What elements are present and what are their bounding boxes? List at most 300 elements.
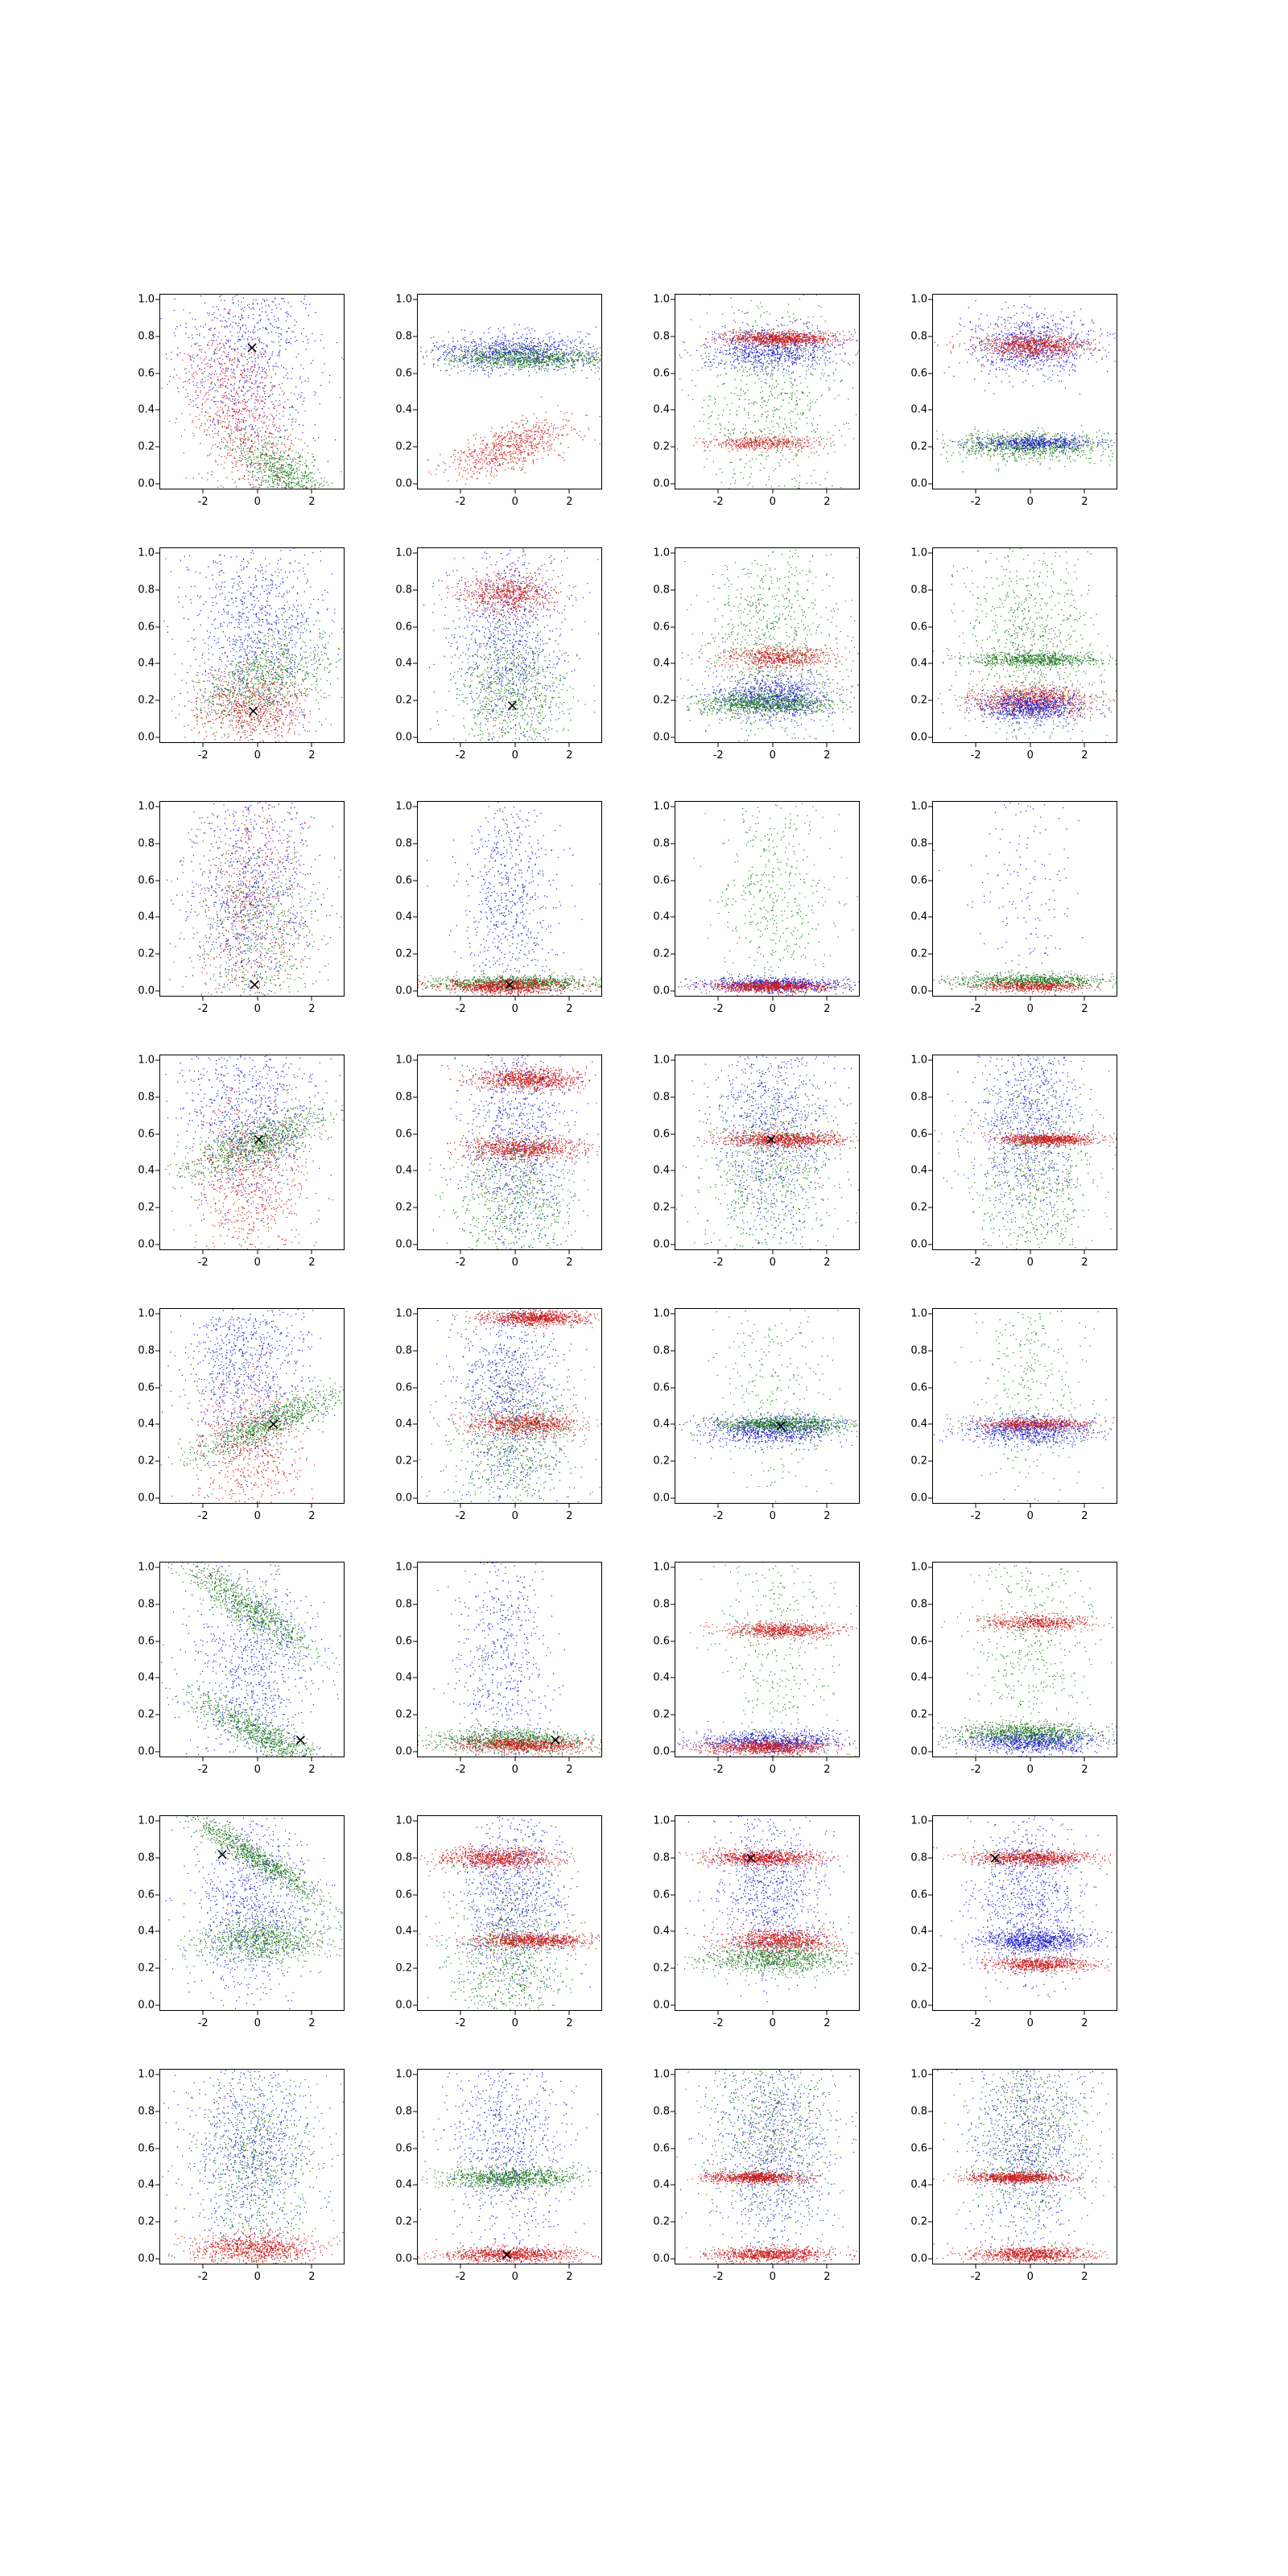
x-tick-mark <box>772 2264 773 2268</box>
x-tick-label: -2 <box>197 1257 208 1269</box>
y-tick-mark <box>155 2148 159 2149</box>
y-tick-label: 0.6 <box>653 1635 670 1648</box>
x-tick-mark <box>772 1757 773 1761</box>
y-tick-label: 0.4 <box>395 910 412 923</box>
subplot-3-1 <box>386 1046 644 1300</box>
y-tick-label: 0.6 <box>910 1128 927 1141</box>
x-tick-mark <box>1084 1757 1085 1761</box>
y-tick-mark <box>928 700 932 701</box>
y-tick-label: 0.6 <box>910 621 927 634</box>
x-tick-label: 2 <box>566 1257 573 1269</box>
x-tick-label: 0 <box>511 1003 518 1015</box>
y-tick-label: 1.0 <box>395 1054 412 1067</box>
y-tick-mark <box>413 700 417 701</box>
x-tick-label: -2 <box>970 1003 981 1015</box>
x-tick-mark <box>203 2264 204 2268</box>
y-tick-label: 1.0 <box>653 1307 670 1320</box>
y-tick-label: 0.8 <box>138 584 155 597</box>
y-tick-label: 0.0 <box>395 1745 412 1758</box>
x-tick-mark <box>569 1250 570 1254</box>
x-tick-label: -2 <box>197 749 208 762</box>
y-tick-mark <box>671 2148 675 2149</box>
x-tick-mark <box>1084 2011 1085 2015</box>
y-tick-label: 0.0 <box>910 1492 927 1505</box>
y-tick-label: 0.2 <box>138 1455 155 1468</box>
x-tick-label: 2 <box>308 1257 316 1269</box>
y-tick-mark <box>671 2005 675 2006</box>
y-tick-label: 0.0 <box>653 1492 670 1505</box>
y-tick-label: 0.4 <box>910 1164 927 1177</box>
y-tick-mark <box>413 1424 417 1425</box>
y-tick-label: 0.2 <box>910 694 927 707</box>
subplot-6-3 <box>902 1807 1159 2061</box>
x-tick-mark <box>772 489 773 493</box>
tick-layer <box>910 1307 1117 1522</box>
x-tick-mark <box>514 743 515 747</box>
y-tick-mark <box>155 663 159 664</box>
subplot-grid <box>129 286 1159 2314</box>
x-tick-label: 0 <box>511 1764 518 1776</box>
y-tick-mark <box>671 700 675 701</box>
y-tick-mark <box>155 373 159 374</box>
y-tick-label: 0.6 <box>138 1128 155 1141</box>
x-tick-label: 0 <box>254 2271 261 2283</box>
y-tick-label: 0.6 <box>138 1635 155 1648</box>
y-tick-mark <box>155 447 159 448</box>
y-tick-mark <box>671 917 675 918</box>
y-tick-mark <box>671 1894 675 1895</box>
y-tick-mark <box>671 737 675 738</box>
y-tick-mark <box>928 954 932 955</box>
x-tick-label: 2 <box>1081 1257 1088 1269</box>
x-tick-mark <box>569 997 570 1001</box>
y-tick-mark <box>155 1498 159 1499</box>
y-tick-label: 1.0 <box>910 293 927 306</box>
y-tick-label: 0.4 <box>653 910 670 923</box>
x-tick-label: -2 <box>455 1764 466 1776</box>
x-tick-label: 0 <box>769 1764 776 1776</box>
y-tick-mark <box>928 1461 932 1462</box>
x-tick-label: 0 <box>254 2017 261 2029</box>
y-tick-label: 0.8 <box>653 1852 670 1864</box>
x-tick-mark <box>514 1757 515 1761</box>
tick-layer <box>653 1054 860 1269</box>
y-tick-mark <box>671 2185 675 2186</box>
y-tick-label: 0.8 <box>910 1344 927 1357</box>
y-tick-mark <box>155 1424 159 1425</box>
y-tick-label: 0.0 <box>653 1745 670 1758</box>
y-tick-label: 1.0 <box>138 2068 155 2081</box>
x-tick-label: 2 <box>824 1003 831 1015</box>
x-tick-label: -2 <box>455 749 466 762</box>
x-tick-mark <box>1084 2264 1085 2268</box>
subplot-4-2 <box>644 1300 902 1554</box>
y-tick-label: 0.0 <box>653 1999 670 2012</box>
y-tick-label: 1.0 <box>138 1307 155 1320</box>
y-tick-mark <box>928 484 932 485</box>
x-tick-mark <box>257 1504 258 1508</box>
x-tick-label: -2 <box>712 2271 724 2283</box>
y-tick-mark <box>928 2111 932 2112</box>
x-tick-mark <box>569 743 570 747</box>
y-tick-mark <box>155 410 159 411</box>
x-tick-label: 0 <box>254 1003 261 1015</box>
y-tick-label: 0.2 <box>395 1455 412 1468</box>
y-tick-label: 0.8 <box>910 330 927 343</box>
x-tick-label: 0 <box>511 496 518 508</box>
subplot-4-1 <box>386 1300 644 1554</box>
y-tick-label: 1.0 <box>138 1814 155 1827</box>
y-tick-mark <box>413 806 417 807</box>
y-tick-mark <box>413 373 417 374</box>
x-tick-mark <box>514 2264 515 2268</box>
y-tick-mark <box>413 1170 417 1171</box>
x-tick-label: -2 <box>712 1764 724 1776</box>
y-tick-mark <box>671 1424 675 1425</box>
y-tick-label: 0.2 <box>653 1962 670 1975</box>
y-tick-label: 0.2 <box>653 947 670 960</box>
y-tick-mark <box>155 1133 159 1134</box>
x-tick-label: 2 <box>824 2017 831 2029</box>
y-tick-mark <box>671 1133 675 1134</box>
y-tick-mark <box>671 991 675 992</box>
y-tick-label: 0.4 <box>653 2178 670 2191</box>
y-tick-label: 0.6 <box>395 2142 412 2155</box>
x-tick-mark <box>569 489 570 493</box>
y-tick-label: 1.0 <box>910 1054 927 1067</box>
y-tick-label: 0.8 <box>653 1344 670 1357</box>
y-tick-mark <box>928 1498 932 1499</box>
y-tick-label: 1.0 <box>395 1307 412 1320</box>
y-tick-label: 0.8 <box>395 330 412 343</box>
x-tick-label: 0 <box>769 1003 776 1015</box>
y-tick-label: 0.4 <box>395 657 412 670</box>
y-tick-mark <box>155 552 159 553</box>
tick-layer <box>138 1814 345 2029</box>
x-tick-mark <box>514 2011 515 2015</box>
y-tick-label: 0.8 <box>653 584 670 597</box>
x-tick-mark <box>827 1504 828 1508</box>
x-tick-mark <box>460 2011 461 2015</box>
y-tick-mark <box>413 447 417 448</box>
y-tick-mark <box>928 1059 932 1060</box>
y-tick-label: 1.0 <box>395 800 412 813</box>
y-tick-mark <box>671 589 675 590</box>
subplot-2-2 <box>644 793 902 1046</box>
x-tick-mark <box>772 2011 773 2015</box>
y-tick-label: 0.4 <box>910 910 927 923</box>
x-tick-label: 2 <box>566 749 573 762</box>
y-tick-mark <box>928 1424 932 1425</box>
subplot-0-3 <box>902 286 1159 539</box>
y-tick-mark <box>413 2222 417 2223</box>
x-tick-mark <box>203 997 204 1001</box>
y-tick-label: 0.0 <box>138 731 155 744</box>
y-tick-mark <box>671 1820 675 1821</box>
x-tick-mark <box>772 1250 773 1254</box>
x-tick-label: 0 <box>1026 1003 1034 1015</box>
x-tick-mark <box>1084 997 1085 1001</box>
x-tick-mark <box>203 2011 204 2015</box>
x-tick-label: 0 <box>769 1510 776 1522</box>
y-tick-label: 1.0 <box>653 547 670 559</box>
y-tick-label: 0.4 <box>138 657 155 670</box>
y-tick-label: 0.0 <box>910 477 927 490</box>
y-tick-label: 0.8 <box>653 2105 670 2118</box>
y-tick-mark <box>413 1968 417 1969</box>
y-tick-mark <box>671 954 675 955</box>
y-tick-mark <box>928 589 932 590</box>
subplot-6-2 <box>644 1807 902 2061</box>
y-tick-label: 1.0 <box>395 547 412 559</box>
subplot-5-2 <box>644 1554 902 1807</box>
y-tick-label: 0.4 <box>138 403 155 416</box>
subplot-2-1 <box>386 793 644 1046</box>
y-tick-mark <box>928 2222 932 2223</box>
x-tick-mark <box>460 1504 461 1508</box>
x-tick-label: -2 <box>712 496 724 508</box>
y-tick-mark <box>928 2148 932 2149</box>
y-tick-label: 0.0 <box>395 477 412 490</box>
x-tick-mark <box>203 1757 204 1761</box>
y-tick-label: 0.6 <box>395 1889 412 1901</box>
tick-layer <box>910 2068 1117 2283</box>
tick-layer <box>910 1814 1117 2029</box>
x-tick-mark <box>203 489 204 493</box>
tick-layer <box>395 2068 602 2283</box>
y-tick-mark <box>671 806 675 807</box>
y-tick-mark <box>928 917 932 918</box>
x-tick-label: 2 <box>308 1764 316 1776</box>
x-tick-mark <box>257 743 258 747</box>
y-tick-label: 1.0 <box>138 1561 155 1574</box>
y-tick-label: 0.2 <box>138 694 155 707</box>
y-tick-label: 0.8 <box>138 1852 155 1864</box>
tick-layer <box>910 1561 1117 1776</box>
y-tick-label: 1.0 <box>910 2068 927 2081</box>
tick-layer <box>910 293 1117 508</box>
x-tick-label: -2 <box>970 496 981 508</box>
y-tick-label: 0.8 <box>395 584 412 597</box>
y-tick-mark <box>413 1133 417 1134</box>
y-tick-label: 1.0 <box>653 1054 670 1067</box>
x-tick-label: 2 <box>308 496 316 508</box>
y-tick-mark <box>155 1968 159 1969</box>
y-tick-label: 0.0 <box>138 1999 155 2012</box>
x-tick-mark <box>257 2264 258 2268</box>
y-tick-label: 0.2 <box>653 1455 670 1468</box>
tick-layer <box>910 547 1117 762</box>
y-tick-mark <box>413 843 417 844</box>
y-tick-label: 0.2 <box>653 694 670 707</box>
y-tick-mark <box>928 1133 932 1134</box>
y-tick-label: 0.6 <box>138 621 155 634</box>
y-tick-label: 0.8 <box>395 1344 412 1357</box>
y-tick-label: 0.6 <box>138 1889 155 1901</box>
y-tick-label: 0.8 <box>653 837 670 850</box>
y-tick-mark <box>413 663 417 664</box>
subplot-0-1 <box>386 286 644 539</box>
y-tick-label: 0.6 <box>653 367 670 380</box>
x-tick-label: 2 <box>308 2271 316 2283</box>
subplot-1-0 <box>129 539 386 793</box>
y-tick-label: 0.0 <box>653 477 670 490</box>
y-tick-mark <box>671 1461 675 1462</box>
y-tick-label: 0.2 <box>653 1708 670 1721</box>
subplot-3-0 <box>129 1046 386 1300</box>
tick-layer <box>653 1814 860 2029</box>
y-tick-label: 0.0 <box>910 1999 927 2012</box>
y-tick-label: 0.6 <box>395 1128 412 1141</box>
y-tick-label: 1.0 <box>395 1561 412 1574</box>
y-tick-mark <box>671 552 675 553</box>
x-tick-mark <box>718 2264 719 2268</box>
y-tick-label: 0.2 <box>395 694 412 707</box>
y-tick-label: 0.2 <box>138 2215 155 2228</box>
y-tick-label: 0.2 <box>395 440 412 453</box>
y-tick-label: 0.4 <box>910 1671 927 1684</box>
y-tick-mark <box>155 1387 159 1388</box>
y-tick-mark <box>928 1350 932 1351</box>
x-tick-label: 2 <box>566 2271 573 2283</box>
x-tick-label: 0 <box>254 1510 261 1522</box>
y-tick-mark <box>928 737 932 738</box>
y-tick-mark <box>155 1096 159 1097</box>
x-tick-mark <box>257 1757 258 1761</box>
y-tick-label: 0.4 <box>395 1418 412 1430</box>
x-tick-mark <box>460 743 461 747</box>
y-tick-mark <box>928 1931 932 1932</box>
y-tick-mark <box>928 1096 932 1097</box>
subplot-1-3 <box>902 539 1159 793</box>
y-tick-label: 0.0 <box>138 477 155 490</box>
y-tick-mark <box>155 991 159 992</box>
x-tick-mark <box>827 1250 828 1254</box>
y-tick-label: 0.6 <box>910 367 927 380</box>
x-tick-label: -2 <box>970 1510 981 1522</box>
y-tick-label: 0.4 <box>653 1925 670 1938</box>
subplot-5-1 <box>386 1554 644 1807</box>
y-tick-mark <box>671 1096 675 1097</box>
y-tick-label: 0.2 <box>395 1201 412 1214</box>
x-tick-label: 2 <box>1081 2017 1088 2029</box>
y-tick-label: 0.4 <box>395 1671 412 1684</box>
y-tick-mark <box>671 410 675 411</box>
y-tick-mark <box>155 2005 159 2006</box>
y-tick-mark <box>413 484 417 485</box>
y-tick-mark <box>413 991 417 992</box>
y-tick-mark <box>928 1820 932 1821</box>
y-tick-mark <box>413 1096 417 1097</box>
y-tick-mark <box>413 880 417 881</box>
y-tick-label: 0.4 <box>395 403 412 416</box>
x-tick-label: 0 <box>769 496 776 508</box>
y-tick-label: 0.6 <box>653 621 670 634</box>
x-tick-label: -2 <box>197 496 208 508</box>
y-tick-label: 0.8 <box>395 1091 412 1104</box>
y-tick-mark <box>413 410 417 411</box>
x-tick-mark <box>1084 1250 1085 1254</box>
x-tick-mark <box>569 2264 570 2268</box>
y-tick-mark <box>671 1857 675 1858</box>
x-tick-label: -2 <box>455 1003 466 1015</box>
y-tick-mark <box>155 1350 159 1351</box>
x-tick-label: -2 <box>712 2017 724 2029</box>
x-tick-mark <box>827 1757 828 1761</box>
y-tick-mark <box>928 552 932 553</box>
y-tick-mark <box>413 1894 417 1895</box>
x-tick-label: 2 <box>1081 2271 1088 2283</box>
x-tick-label: -2 <box>455 2271 466 2283</box>
y-tick-mark <box>671 1498 675 1499</box>
x-tick-mark <box>827 2264 828 2268</box>
x-tick-label: 0 <box>1026 1764 1034 1776</box>
x-tick-label: 2 <box>566 2017 573 2029</box>
y-tick-label: 0.4 <box>138 2178 155 2191</box>
x-tick-label: 0 <box>1026 749 1034 762</box>
y-tick-label: 0.6 <box>653 1128 670 1141</box>
tick-layer <box>395 1054 602 1269</box>
y-tick-label: 0.8 <box>138 1091 155 1104</box>
x-tick-label: 2 <box>824 496 831 508</box>
x-tick-mark <box>460 1250 461 1254</box>
x-tick-mark <box>203 1504 204 1508</box>
y-tick-label: 0.8 <box>910 1852 927 1864</box>
subplot-1-1 <box>386 539 644 793</box>
y-tick-label: 0.8 <box>653 1091 670 1104</box>
y-tick-label: 1.0 <box>910 1561 927 1574</box>
y-tick-mark <box>155 2111 159 2112</box>
y-tick-label: 0.8 <box>138 837 155 850</box>
tick-layer <box>395 1307 602 1522</box>
x-tick-label: 2 <box>566 1510 573 1522</box>
x-tick-mark <box>203 1250 204 1254</box>
y-tick-mark <box>155 2222 159 2223</box>
x-tick-mark <box>257 997 258 1001</box>
y-tick-label: 0.8 <box>138 2105 155 2118</box>
x-tick-label: 0 <box>769 2271 776 2283</box>
y-tick-label: 1.0 <box>653 1561 670 1574</box>
y-tick-mark <box>413 1857 417 1858</box>
x-tick-label: 2 <box>824 749 831 762</box>
y-tick-label: 1.0 <box>395 2068 412 2081</box>
x-tick-label: -2 <box>197 1510 208 1522</box>
y-tick-label: 0.8 <box>910 1091 927 1104</box>
x-tick-label: 2 <box>1081 1003 1088 1015</box>
y-tick-mark <box>413 917 417 918</box>
x-tick-label: 2 <box>824 1510 831 1522</box>
y-tick-label: 0.4 <box>653 1418 670 1430</box>
y-tick-label: 1.0 <box>910 800 927 813</box>
x-tick-label: -2 <box>970 1764 981 1776</box>
x-tick-label: 2 <box>1081 749 1088 762</box>
tick-layer <box>395 1561 602 1776</box>
y-tick-mark <box>155 1820 159 1821</box>
tick-layer <box>138 2068 345 2283</box>
y-tick-label: 0.2 <box>910 947 927 960</box>
y-tick-label: 0.2 <box>910 1708 927 1721</box>
y-tick-label: 0.0 <box>910 985 927 997</box>
y-tick-label: 0.4 <box>138 1164 155 1177</box>
y-tick-mark <box>155 700 159 701</box>
x-tick-mark <box>1084 743 1085 747</box>
y-tick-label: 1.0 <box>653 800 670 813</box>
x-tick-label: -2 <box>455 1257 466 1269</box>
x-tick-mark <box>718 743 719 747</box>
y-tick-label: 1.0 <box>138 547 155 559</box>
y-tick-label: 0.4 <box>910 2178 927 2191</box>
x-tick-mark <box>827 2011 828 2015</box>
